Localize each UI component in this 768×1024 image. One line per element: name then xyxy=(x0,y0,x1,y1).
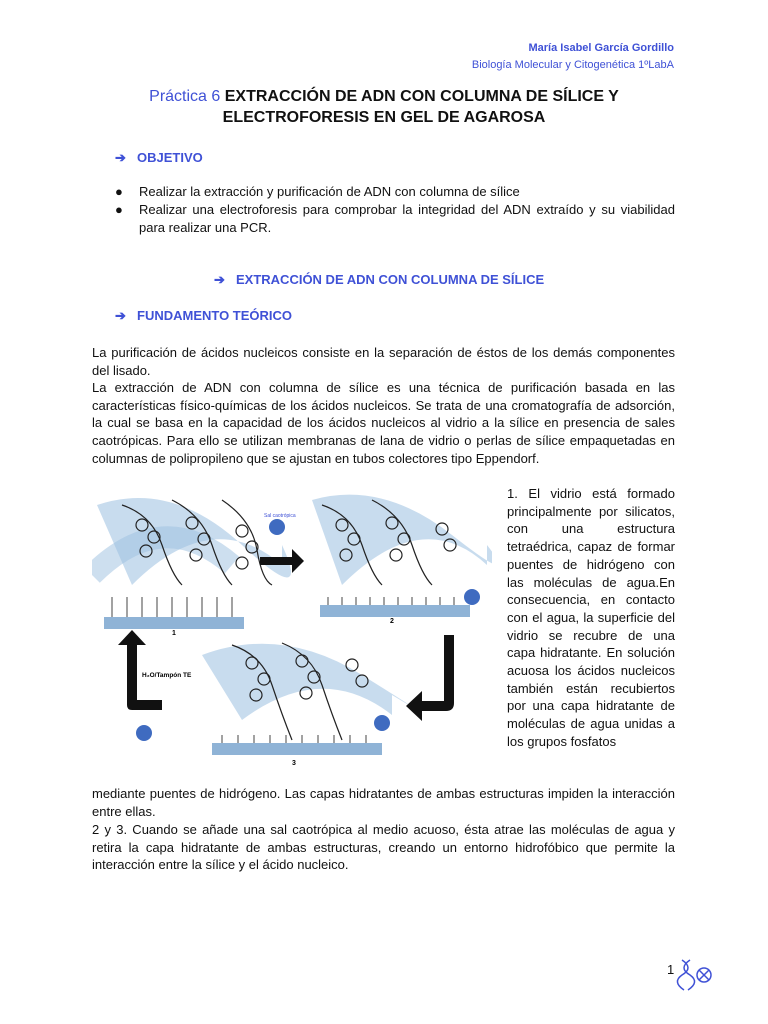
title-line2: ELECTROFORESIS EN GEL DE AGAROSA xyxy=(222,109,546,126)
paragraph-continuation: mediante puentes de hidrógeno. Las capas hidratantes de ambas estructuras impiden la interacción entre ellas. xyxy=(92,786,675,819)
salt-label: Sal caotrópica xyxy=(264,513,296,519)
salt-ion-icon xyxy=(269,519,285,535)
arrow-icon: ➔ xyxy=(115,150,126,165)
list-item xyxy=(115,183,675,201)
section-extraccion xyxy=(214,272,544,288)
panel-1-label: 1 xyxy=(172,630,176,637)
arrow-down-icon xyxy=(406,635,454,721)
header-author: María Isabel García Gordillo xyxy=(528,42,674,54)
page-number: 1 xyxy=(667,962,675,977)
objective-text: Realizar la extracción y purificación de ADN con columna de sílice xyxy=(139,184,520,199)
bullet-icon: ● xyxy=(115,184,123,199)
header-course: Biología Molecular y Citogenética 1ºLabA xyxy=(471,59,674,71)
paragraph-column: 1. El vidrio está formado principalmente por silicatos, con una estructura tetraédrica, capaz de formar puentes de hidrógeno con las moléculas de agua.En consecuencia, en contacto con el agua, la superficie del vidrio se recubre de una capa hidratante. En solución acuosa los ácidos nucleicos también están recubiertos por una capa hidratante de moléculas de agua unidas a los grupos fosfatos xyxy=(507,486,675,749)
paragraph-intro: La purificación de ácidos nucleicos consiste en la separación de éstos de los demás componentes del lisado. xyxy=(92,345,675,378)
title-line1: EXTRACCIÓN DE ADN CON COLUMNA DE SÍLICE Y xyxy=(224,88,619,105)
list-item xyxy=(115,201,675,237)
panel-2 xyxy=(312,495,492,625)
panel-3-label: 3 xyxy=(292,760,296,767)
objectives-list xyxy=(115,183,675,237)
panel-1 xyxy=(92,498,291,637)
paragraph-chaotropic: 2 y 3. Cuando se añade una sal caotrópica al medio acuoso, ésta atrae las moléculas de agua y retira la capa hidratante de ambas estructuras, creando un entorno hidrofóbico que permite la interacción entre la sílice y el ácido nucleico. xyxy=(92,822,675,873)
title-prefix: Práctica 6 xyxy=(149,88,221,105)
section-objetivo-label: OBJETIVO xyxy=(137,150,203,165)
section-fundamento xyxy=(115,308,292,324)
objective-text: Realizar una electroforesis para comprobar la integridad del ADN extraído y su viabilidad para realizar una PCR. xyxy=(139,202,675,235)
arrow-icon: ➔ xyxy=(115,308,126,323)
salt-ion-icon xyxy=(136,725,152,741)
silica-binding-figure xyxy=(92,485,492,775)
dna-logo-icon xyxy=(676,958,716,997)
figure-svg xyxy=(92,485,492,770)
arrow-icon: ➔ xyxy=(214,272,225,287)
arrow-up-icon xyxy=(118,630,162,710)
salt-ion-icon xyxy=(464,589,480,605)
bullet-icon: ● xyxy=(115,202,123,217)
salt-ion-icon xyxy=(374,715,390,731)
section-fundamento-label: FUNDAMENTO TEÓRICO xyxy=(137,308,293,323)
panel-3 xyxy=(202,643,411,767)
paragraph-method: La extracción de ADN con columna de sílice es una técnica de purificación basada en las características físico-químicas de los ácidos nucleicos. Se trata de una cromatografía de adsorción, la cual se basa en la capacidad de los ácidos nucleicos al vidrio a la sílice en presencia de sales caotrópicas. Para ello se utilizan membranas de lana de vidrio o perlas de sílice empaquetadas en columnas de polipropileno que se ajustan en tubos colectores tipo Eppendorf. xyxy=(92,380,675,466)
panel-2-label: 2 xyxy=(390,618,394,625)
page-title xyxy=(90,86,678,128)
reagent-label: H₂O/Tampón TE xyxy=(142,672,192,679)
section-extraccion-label: EXTRACCIÓN DE ADN CON COLUMNA DE SÍLICE xyxy=(236,272,545,287)
section-objetivo xyxy=(115,150,203,166)
